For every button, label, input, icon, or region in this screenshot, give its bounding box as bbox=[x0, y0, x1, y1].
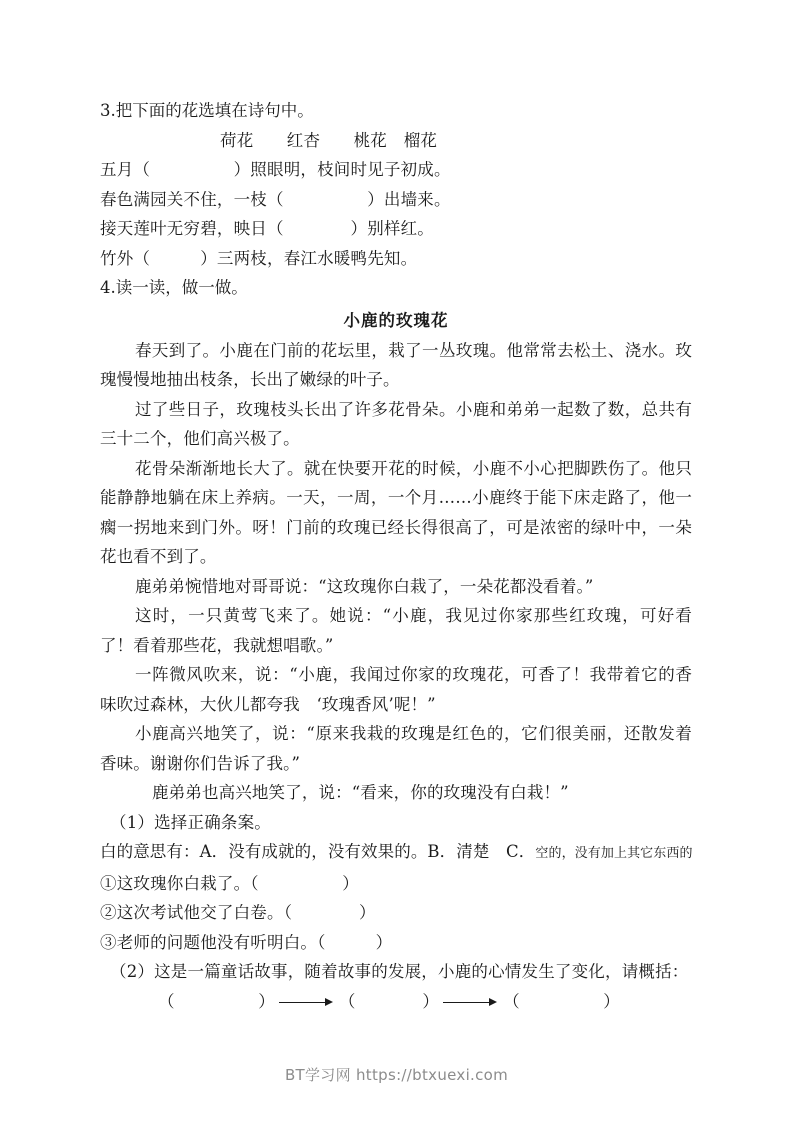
question-1-item: ③老师的问题他没有听明白。（ ） bbox=[100, 932, 393, 952]
question-1-definitions bbox=[100, 837, 692, 869]
exercise-3-word-bank: 荷花 红杏 桃花 榴花 bbox=[220, 130, 438, 150]
article-paragraph: 花骨朵渐渐地长大了。就在快要开花的时候，小鹿不小心把脚跌伤了。他只能静静地躺在床上养病。一天，一周，一个月……小鹿终于能下床走路了，他一瘸一拐地来到门外。呀！门前的玫瑰已经长得很高了，可是浓密的绿叶中，一朵花也看不到了。 bbox=[100, 458, 692, 566]
question-2-answer-row bbox=[100, 987, 692, 1017]
answer-blank-1: （ ） bbox=[158, 991, 275, 1011]
article-paragraph: 鹿弟弟惋惜地对哥哥说：“这玫瑰你白栽了，一朵花都没看着。” bbox=[135, 576, 594, 596]
arrow-right-icon bbox=[443, 996, 499, 1008]
article-paragraph: 过了些日子，玫瑰枝头长出了许多花骨朵。小鹿和弟弟一起数了数，总共有三十二个，他们高兴极了。 bbox=[100, 399, 692, 448]
question-1-item: ②这次考试他交了白卷。（ ） bbox=[100, 903, 376, 922]
page-content bbox=[100, 96, 692, 1017]
article-paragraph: 春天到了。小鹿在门前的花坛里，栽了一丛玫瑰。他常常去松土、浇水。玫瑰慢慢地抽出枝条，长出了嫩绿的叶子。 bbox=[100, 340, 692, 389]
poem-line-3: 接天莲叶无穷碧，映日（ ）别样红。 bbox=[100, 219, 434, 238]
footer-watermark: BT学习网 https://btxuexi.com bbox=[284, 1066, 509, 1084]
definitions-main-text: 白的意思有：A．没有成就的，没有效果的。B．清楚 C． bbox=[100, 842, 536, 861]
poem-line-4: 竹外（ ）三两枝，春江水暖鸭先知。 bbox=[100, 248, 418, 268]
arrow-right-icon bbox=[279, 996, 335, 1008]
question-1-label: （1）选择正确条案。 bbox=[110, 812, 271, 832]
poem-line-2: 春色满园关不住，一枝（ ）出墙来。 bbox=[100, 189, 451, 209]
poem-line-1: 五月（ ）照眼明，枝间时见子初成。 bbox=[100, 160, 451, 179]
exercise-3-heading: 3.把下面的花选填在诗句中。 bbox=[100, 101, 314, 120]
article-paragraph: 小鹿高兴地笑了，说：“原来我栽的玫瑰是红色的，它们很美丽，还散发着香味。谢谢你们告诉了我。” bbox=[100, 724, 692, 773]
article-paragraph: 一阵微风吹来，说：“小鹿，我闻过你家的玫瑰花，可香了！我带着它的香味吹过森林，大伙儿都夸我 ‘玫瑰香风’呢！” bbox=[100, 665, 692, 714]
answer-blank-3: （ ） bbox=[503, 991, 621, 1011]
question-2-label: （2）这是一篇童话故事，随着故事的发展，小鹿的心情发生了变化，请概括： bbox=[110, 962, 689, 981]
exercise-4-heading: 4.读一读，做一做。 bbox=[100, 278, 248, 297]
definitions-small-text: 空的，没有加上其它东西的 bbox=[535, 846, 693, 861]
article-title: 小鹿的玫瑰花 bbox=[343, 310, 449, 330]
question-1-item: ①这玫瑰你白栽了。（ ） bbox=[100, 873, 359, 893]
article-paragraph: 这时，一只黄莺飞来了。她说：“小鹿，我见过你家那些红玫瑰，可好看了！看着那些花，我就想唱歌。” bbox=[100, 606, 692, 655]
article-paragraph: 鹿弟弟也高兴地笑了，说：“看来，你的玫瑰没有白栽！” bbox=[152, 783, 569, 802]
answer-blank-2: （ ） bbox=[338, 991, 440, 1011]
